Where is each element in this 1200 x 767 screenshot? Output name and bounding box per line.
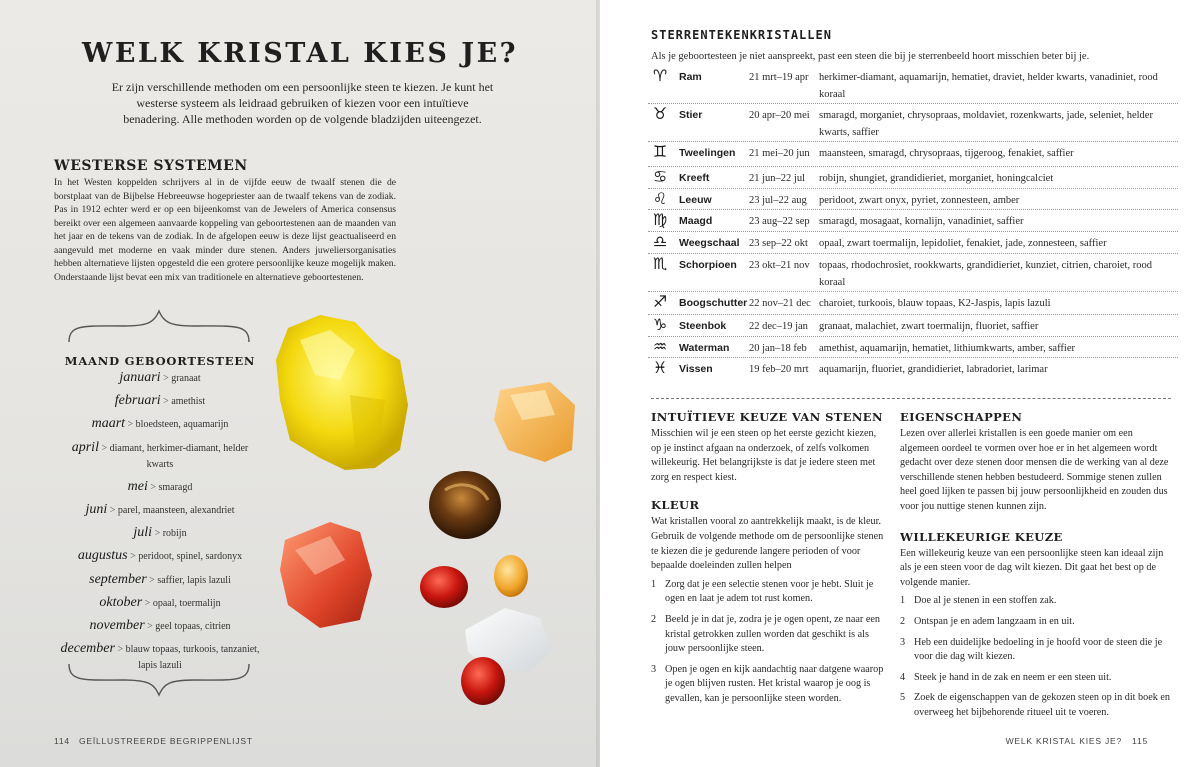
- birthstone-row: [60, 440, 260, 473]
- zodiac-sign-name: Steenbok: [679, 320, 727, 332]
- red-jasper-stone: [420, 566, 468, 608]
- month-name: september: [89, 571, 147, 587]
- separator-glyph: >: [163, 373, 169, 384]
- step-text: Heb een duidelijke bedoeling in je hoofd voor de steen die je voor die dag wilt kiezen.: [914, 636, 1163, 663]
- month-name: februari: [114, 393, 161, 409]
- zodiac-dates: 21 jun–22 jul: [749, 173, 806, 184]
- separator-glyph: >: [127, 419, 134, 431]
- sagittarius-icon: ♐: [652, 292, 668, 311]
- properties-body: Lezen over allerlei kristallen is een goede manier om een algemeen oordeel te vormen over hoe er in het algemeen wordt gedacht over deze stenen door mensen die de werking van al deze verschillende stenen hebben bestudeerd. Sommige stenen zullen heel goed lijken te passen bij jouw persoonlijkheid en zouden dus voor jou nuttige stenen kunnen zijn.: [900, 428, 1169, 512]
- step-text: Ontspan je en adem langzaam in en uit.: [914, 615, 1075, 627]
- numbered-step: [900, 615, 1172, 630]
- birthstone-names: geel topaas, citrien: [155, 620, 231, 632]
- cancer-icon: ♋: [652, 167, 668, 186]
- zodiac-dates: 23 okt–21 nov: [749, 260, 810, 271]
- section-divider: [651, 398, 1171, 399]
- separator-glyph: >: [101, 442, 108, 454]
- zodiac-dates: 23 aug–22 sep: [749, 216, 810, 227]
- birthstone-names: peridoot, spinel, sardonyx: [138, 551, 243, 563]
- zodiac-sign-name: Waterman: [679, 342, 730, 354]
- dotted-rule: [648, 314, 1178, 315]
- month-name: december: [60, 641, 115, 657]
- zodiac-dates: 21 mei–20 jun: [749, 148, 810, 159]
- carnelian: [280, 522, 372, 628]
- zodiac-stones: amethist, aquamarijn, hematiet, lithiumkwarts, amber, saffier: [819, 343, 1075, 354]
- zodiac-dates: 23 jul–22 aug: [749, 195, 807, 206]
- birthstone-row: [60, 370, 260, 387]
- dotted-rule: [648, 231, 1178, 232]
- separator-glyph: >: [109, 504, 116, 516]
- dotted-rule: [648, 357, 1178, 358]
- birthstone-list: [60, 370, 260, 680]
- birthstone-names: robijn: [162, 528, 187, 540]
- birthstone-row: [60, 572, 260, 589]
- zodiac-dates: 19 feb–20 mrt: [749, 364, 809, 375]
- separator-glyph: >: [163, 396, 169, 408]
- aries-icon: ♈: [652, 66, 668, 85]
- zodiac-stones: granaat, malachiet, zwart toermalijn, fluoriet, saffier: [819, 321, 1039, 332]
- intro-paragraph: Er zijn verschillende methoden om een persoonlijke steen te kiezen. Je kunt het westerse systeem als leidraad gebruiken of kiezen voor een intuïtieve benadering. Alle methoden worden op de volgende bladzijden uiteengezet.: [111, 80, 494, 126]
- zodiac-sign-name: Leeuw: [679, 194, 712, 206]
- zodiac-dates: 21 mrt–19 apr: [749, 72, 809, 83]
- zodiac-stones: charoiet, turkoois, blauw topaas, K2-Jaspis, lapis lazuli: [819, 298, 1051, 309]
- capricorn-icon: ♑: [652, 315, 668, 334]
- month-name: juli: [133, 525, 153, 541]
- birthstone-names: opaal, toermalijn: [152, 597, 221, 609]
- separator-glyph: >: [154, 528, 161, 540]
- birthstone-table-heading: MAAND GEBOORTESTEEN: [64, 354, 256, 368]
- step-text: Beeld je in dat je, zodra je je ogen opent, ze naar een kristal getrokken zullen worden dat geschikt is als jouw persoonlijke steen.: [665, 613, 880, 655]
- orange-calcite: [494, 382, 575, 462]
- intuitive-body: Misschien wil je een steen op het eerste gezicht kiezen, op je instinct afgaan na onderzoek, of zelfs volkomen willekeurig. Het belangrijkste is dat je iedere steen met zorg en respect kiest.: [651, 428, 877, 483]
- right-page: [600, 0, 1200, 767]
- zodiac-sign-name: Boogschutter: [679, 297, 748, 309]
- step-number: 3: [900, 636, 906, 648]
- zodiac-dates: 20 apr–20 mei: [749, 110, 810, 121]
- birthstone-row: [60, 416, 260, 433]
- dotted-rule: [648, 209, 1178, 210]
- step-text: Steek je hand in de zak en neem er een steen uit.: [914, 671, 1112, 683]
- zodiac-sign-name: Schorpioen: [679, 259, 737, 271]
- running-header-left: GEÏLLUSTREERDE BEGRIPPENLIJST: [78, 736, 253, 746]
- color-heading: KLEUR: [651, 498, 700, 513]
- zodiac-sign-name: Tweelingen: [679, 147, 736, 159]
- numbered-step: [651, 613, 888, 657]
- dotted-rule: [648, 103, 1178, 104]
- zodiac-stones: robijn, shungiet, grandidieriet, morganiet, honingcalciet: [819, 173, 1054, 184]
- birthstone-row: [60, 595, 260, 612]
- zodiac-dates: 22 dec–19 jan: [749, 321, 808, 332]
- scorpio-icon: ♏: [652, 254, 668, 273]
- birthstone-names: smaragd: [158, 481, 193, 493]
- numbered-step: [651, 578, 888, 607]
- virgo-icon: ♍: [652, 210, 668, 229]
- birthstone-names: granaat: [171, 373, 201, 384]
- zodiac-stones: opaal, zwart toermalijn, lepidoliet, fenakiet, jade, zonnesteen, saffier: [819, 238, 1107, 249]
- brace-bottom-ornament: [64, 662, 254, 698]
- step-number: 2: [900, 615, 906, 627]
- separator-glyph: >: [130, 551, 136, 563]
- step-text: Doe al je stenen in een stoffen zak.: [914, 595, 1057, 607]
- birthstone-names: bloedsteen, aquamarijn: [135, 419, 229, 431]
- amber-stone: [494, 555, 528, 597]
- zodiac-heading: STERRENTEKENKRISTALLEN: [651, 28, 832, 42]
- zodiac-stones: herkimer-diamant, aquamarijn, hematiet, draviet, helder kwarts, vanadiniet, rood koraal: [819, 72, 1158, 100]
- dotted-rule: [648, 336, 1178, 337]
- birthstone-row: [60, 525, 260, 542]
- month-name: mei: [127, 478, 148, 494]
- left-folio: [54, 736, 253, 746]
- page-number-left: 114: [54, 736, 70, 746]
- numbered-step: [651, 663, 888, 707]
- western-systems-body: In het Westen koppelden schrijvers al in de vijfde eeuw de twaalf stenen die de borstplaat van de Bijbelse Hebreeuwse hogepriester aan de twaalf tekens van de zodiak. Pas in 1912 echter werd er op een bijeenkomst van de Jewelers of America consensus bereikt over een algemeen aanvaarde koppeling van geboortestenen aan de maanden van het jaar en de tekens van de zodiak. In de afgelopen eeuw is deze lijst geactualiseerd en aangevuld met moderne en vaak minder dure stenen. Anders juweliersorganisaties hebben alternatieve lijsten opgesteld die een grotere persoonlijke keuze mogelijk maken. Onderstaande lijst bevat een mix van traditionele en alternatieve geboortestenen.: [54, 177, 396, 283]
- birthstone-names: saffier, lapis lazuli: [157, 574, 231, 586]
- zodiac-stones: maansteen, smaragd, chrysopraas, tijgeroog, fenakiet, saffier: [819, 148, 1074, 159]
- yellow-crystal: [276, 315, 408, 470]
- zodiac-stones: peridoot, zwart onyx, pyriet, zonnesteen, amber: [819, 195, 1020, 206]
- step-number: 2: [651, 613, 657, 625]
- zodiac-stones: smaragd, mosagaat, kornalijn, vanadiniet, saffier: [819, 216, 1024, 227]
- leo-icon: ♌: [652, 189, 668, 208]
- dotted-rule: [648, 291, 1178, 292]
- running-header-right: WELK KRISTAL KIES JE?: [1005, 736, 1123, 746]
- zodiac-sign-name: Stier: [679, 109, 703, 121]
- zodiac-sign-name: Ram: [679, 71, 702, 83]
- red-tumbled-stone: [461, 657, 505, 705]
- birthstone-row: [60, 548, 260, 565]
- step-number: 4: [900, 671, 906, 683]
- gemini-icon: ♊: [652, 142, 668, 161]
- step-number: 1: [651, 578, 657, 590]
- color-body: Wat kristallen vooral zo aantrekkelijk maakt, is de kleur. Gebruik de volgende methode om de persoonlijke stenen te kiezen die je gedurende langere perioden of voor bepaalde doeleinden zullen helpen: [651, 516, 884, 572]
- properties-heading: EIGENSCHAPPEN: [900, 410, 1023, 424]
- zodiac-dates: 20 jan–18 feb: [749, 343, 807, 354]
- zodiac-dates: 23 sep–22 okt: [749, 238, 808, 249]
- dotted-rule: [648, 141, 1178, 142]
- tiger-eye: [429, 471, 501, 539]
- dotted-rule: [648, 188, 1178, 189]
- numbered-step: [900, 594, 1172, 609]
- numbered-step: [900, 636, 1172, 665]
- western-systems-heading: WESTERSE SYSTEMEN: [54, 158, 248, 174]
- separator-glyph: >: [144, 597, 151, 609]
- brace-top-ornament: [64, 308, 254, 344]
- crystals-photo: [260, 300, 600, 720]
- dotted-rule: [648, 253, 1178, 254]
- month-name: januari: [119, 370, 161, 385]
- page-number-right: 115: [1132, 736, 1148, 746]
- step-text: Zorg dat je een selectie stenen voor je hebt. Sluit je ogen en laat je adem tot rust komen.: [665, 578, 874, 605]
- zodiac-sign-name: Weegschaal: [679, 237, 740, 249]
- separator-glyph: >: [150, 481, 156, 493]
- birthstone-names: blauw topaas, turkoois, tanzaniet, lapis lazuli: [125, 644, 260, 672]
- birthstone-row: [60, 502, 260, 519]
- month-name: april: [71, 439, 99, 455]
- step-number: 3: [651, 663, 657, 675]
- birthstone-names: amethist: [171, 396, 206, 408]
- page-title: WELK KRISTAL KIES JE?: [82, 38, 518, 69]
- month-name: november: [89, 617, 145, 633]
- taurus-icon: ♉: [652, 104, 668, 123]
- dotted-rule: [648, 166, 1178, 167]
- month-name: juni: [85, 501, 108, 517]
- step-text: Open je ogen en kijk aandachtig naar datgene waarop je ogen blijven rusten. Het kristal waarop je oog is gevallen, kan je persoonlijke steen worden.: [665, 663, 884, 704]
- random-steps-list: [900, 594, 1172, 720]
- birthstone-row: [60, 618, 260, 635]
- aquarius-icon: ♒: [652, 337, 668, 356]
- numbered-step: [900, 671, 1172, 686]
- zodiac-dates: 22 nov–21 dec: [749, 298, 811, 309]
- color-steps-list: [651, 578, 888, 707]
- month-name: oktober: [99, 594, 143, 610]
- step-text: Zoek de eigenschappen van de gekozen steen op in dit boek en overweeg het bijbehorende ritueel uit te voeren.: [914, 692, 1171, 718]
- right-folio: [1006, 736, 1148, 746]
- step-number: 5: [900, 692, 906, 704]
- random-body: Een willekeurig keuze van een persoonlijke steen kan ideaal zijn als je een steen voor de dag wilt kiezen. Dit gaat het best op de volgende manier.: [900, 547, 1164, 588]
- month-name: maart: [91, 416, 126, 432]
- step-number: 1: [900, 595, 906, 607]
- zodiac-stones: topaas, rhodochrosiet, rookkwarts, grandidieriet, kunziet, citrien, charoiet, rood koraal: [819, 260, 1152, 288]
- zodiac-stones: aquamarijn, fluoriet, grandidieriet, labradoriet, larimar: [819, 364, 1048, 375]
- zodiac-sign-name: Kreeft: [679, 172, 710, 184]
- libra-icon: ♎: [652, 232, 668, 251]
- properties-column: [900, 410, 1172, 727]
- birthstone-row: [60, 479, 260, 496]
- birthstone-names: diamant, herkimer-diamant, helder kwarts: [109, 442, 249, 470]
- zodiac-sign-name: Maagd: [679, 215, 713, 227]
- separator-glyph: >: [117, 644, 124, 656]
- zodiac-stones: smaragd, morganiet, chrysopraas, moldaviet, rozenkwarts, jade, seleniet, helder kwarts, saffier: [819, 110, 1153, 138]
- random-heading: WILLEKEURIGE KEUZE: [900, 529, 1063, 544]
- zodiac-sign-name: Vissen: [679, 363, 713, 375]
- intuitive-heading: INTUÏTIEVE KEUZE VAN STENEN: [651, 410, 883, 424]
- birthstone-row: [60, 393, 260, 410]
- numbered-step: [900, 691, 1172, 720]
- birthstone-names: parel, maansteen, alexandriet: [117, 504, 235, 516]
- month-name: augustus: [77, 548, 128, 564]
- separator-glyph: >: [149, 574, 155, 586]
- zodiac-intro: Als je geboortesteen je niet aanspreekt, past een steen die bij je sterrenbeeld hoort misschien beter bij je.: [651, 51, 1090, 62]
- intuitive-column: [651, 410, 888, 713]
- pisces-icon: ♓: [652, 358, 668, 377]
- separator-glyph: >: [147, 620, 153, 632]
